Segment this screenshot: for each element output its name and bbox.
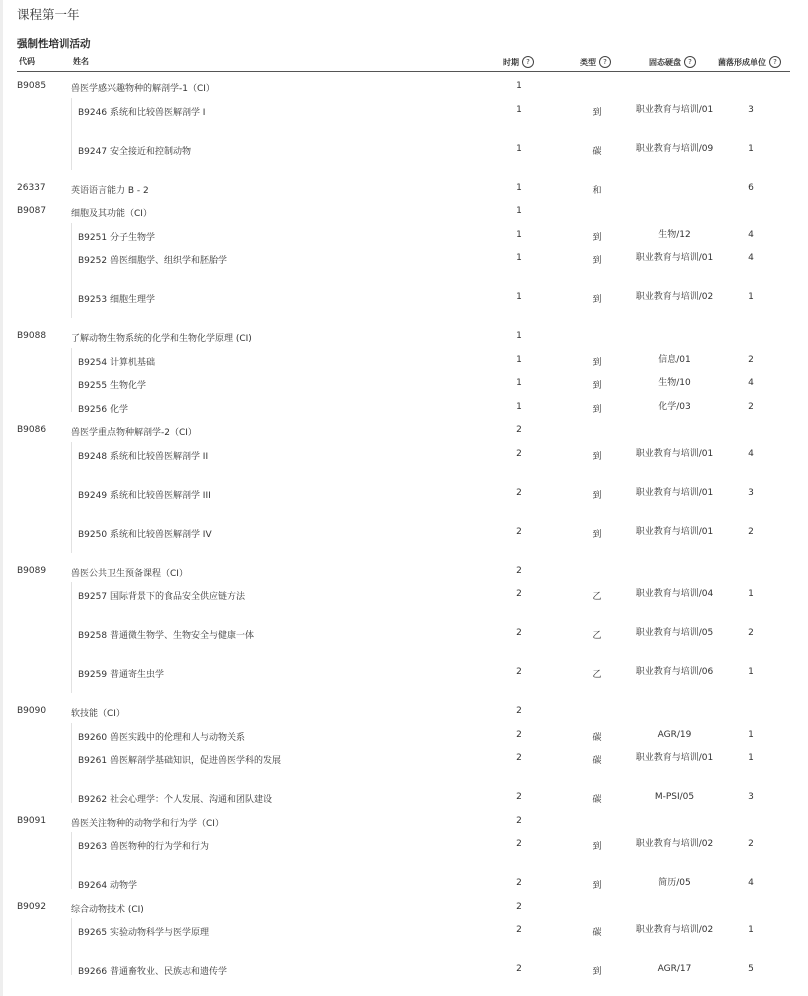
cell-period: 2	[516, 589, 522, 599]
cell-type: 到	[592, 842, 602, 852]
cell-ssd: 生物/10	[658, 378, 691, 388]
cell-name: B9264 动物学	[78, 881, 137, 891]
cell-ssd: 生物/12	[658, 229, 691, 240]
group-indent-line	[71, 98, 72, 170]
cell-ssd: AGR/17	[657, 964, 692, 974]
cell-cfu: 3	[748, 792, 754, 802]
cell-code: B9092	[17, 901, 47, 912]
left-edge-bar	[0, 0, 3, 996]
cell-name: B9263 兽医物种的行为学和行为	[78, 842, 209, 852]
cell-period: 2	[516, 925, 522, 935]
cell-period: 2	[516, 706, 522, 716]
cell-name: 兽医公共卫生预备课程（CI）	[71, 568, 188, 579]
cell-period: 2	[516, 526, 522, 537]
cell-name: B9256 化学	[78, 404, 128, 415]
group-indent-line	[71, 832, 72, 889]
cell-ssd: 职业教育与培训/01	[635, 253, 714, 263]
course-row	[17, 658, 790, 697]
cell-type: 到	[592, 967, 602, 977]
cell-period: 1	[516, 292, 522, 302]
header-period	[503, 56, 534, 68]
cell-type: 碳	[592, 146, 602, 157]
cell-period: 2	[516, 901, 522, 912]
cell-ssd: 职业教育与培训/01	[635, 753, 714, 763]
header-type	[580, 56, 611, 68]
cell-name: B9252 兽医细胞学、组织学和胚胎学	[78, 256, 227, 266]
cell-name: 英语语言能力 B - 2	[71, 185, 149, 196]
cell-type: 到	[592, 451, 602, 462]
cell-ssd: 化学/03	[658, 401, 691, 412]
course-row	[17, 783, 790, 807]
cell-period: 1	[516, 378, 522, 388]
cell-name: B9255 生物化学	[78, 381, 146, 391]
cell-period: 1	[516, 206, 522, 216]
course-row	[17, 393, 790, 417]
cell-period: 2	[516, 792, 522, 802]
course-row	[17, 580, 790, 619]
cell-period: 2	[516, 448, 522, 459]
help-icon-ssd[interactable]: ?	[684, 56, 696, 68]
cell-name: 兽医学感兴趣物种的解剖学-1（CI）	[71, 84, 215, 94]
cell-ssd: 职业教育与培训/01	[635, 526, 714, 537]
course-row	[17, 479, 790, 518]
course-row	[17, 244, 790, 283]
cell-name: B9253 细胞生理学	[78, 295, 155, 305]
cell-type: 到	[592, 357, 602, 368]
course-row	[17, 955, 790, 979]
cell-type: 碳	[592, 795, 602, 805]
group-indent-line	[71, 582, 72, 693]
cell-type: 到	[592, 256, 602, 266]
group-indent-line	[71, 348, 72, 413]
course-group-row	[17, 72, 790, 96]
cell-period: 1	[516, 104, 522, 115]
cell-name: B9259 普通寄生虫学	[78, 670, 164, 680]
group-indent-line	[71, 723, 72, 803]
cell-cfu: 2	[748, 354, 754, 365]
cell-ssd: 职业教育与培训/05	[635, 628, 714, 638]
header-period-label: 时期	[503, 57, 519, 67]
cell-type: 到	[592, 232, 602, 243]
cell-ssd: 职业教育与培训/09	[635, 143, 714, 154]
group-indent-line	[71, 442, 72, 553]
cell-ssd: 职业教育与培训/02	[635, 839, 714, 849]
header-code	[19, 56, 35, 67]
header-ssd-label: 固态硬盘	[649, 57, 681, 67]
cell-cfu: 1	[748, 667, 754, 677]
cell-type: 到	[592, 404, 602, 415]
cell-code: B9090	[17, 706, 47, 716]
cell-period: 2	[516, 753, 522, 763]
cell-type: 到	[592, 881, 602, 891]
cell-period: 1	[516, 253, 522, 263]
cell-ssd: 职业教育与培训/01	[635, 104, 714, 115]
cell-cfu: 2	[748, 401, 754, 412]
cell-period: 1	[516, 182, 522, 193]
header-type-label: 类型	[580, 57, 596, 67]
cell-period: 2	[516, 815, 522, 826]
cell-name: B9260 兽医实践中的伦理和人与动物关系	[78, 732, 245, 743]
cell-cfu: 1	[748, 292, 754, 302]
cell-name: B9251 分子生物学	[78, 232, 155, 243]
cell-name: B9247 安全接近和控制动物	[78, 146, 191, 157]
cell-ssd: 职业教育与培训/04	[635, 589, 714, 599]
course-group-row	[17, 416, 790, 440]
course-row	[17, 346, 790, 370]
course-row	[17, 221, 790, 245]
cell-cfu: 1	[748, 729, 754, 740]
cell-period: 2	[516, 729, 522, 740]
cell-ssd: 职业教育与培训/01	[635, 448, 714, 459]
year-title: 课程第一年	[17, 7, 80, 22]
cell-name: 综合动物技术 (CI)	[71, 904, 144, 915]
cell-period: 1	[516, 81, 522, 91]
course-row	[17, 518, 790, 557]
table-header	[17, 54, 790, 72]
course-row	[17, 96, 790, 135]
course-group-row	[17, 197, 790, 221]
course-row	[17, 744, 790, 783]
cell-period: 1	[516, 143, 522, 154]
cell-cfu: 3	[748, 487, 754, 498]
course-row	[17, 869, 790, 893]
cell-code: B9087	[17, 206, 47, 216]
cell-period: 2	[516, 667, 522, 677]
cell-type: 和	[592, 185, 602, 196]
cell-cfu: 1	[748, 589, 754, 599]
course-group-row	[17, 174, 790, 198]
cell-name: B9250 系统和比较兽医解剖学 IV	[78, 529, 212, 540]
course-group-row	[17, 557, 790, 581]
cell-type: 碳	[592, 732, 602, 743]
header-code-label: 代码	[19, 57, 35, 66]
cell-period: 2	[516, 425, 522, 435]
course-row	[17, 440, 790, 479]
course-group-row	[17, 697, 790, 721]
header-cfu	[718, 56, 781, 68]
cell-type: 到	[592, 490, 602, 501]
course-group-row	[17, 322, 790, 346]
cell-type: 到	[592, 295, 602, 305]
section-title: 强制性培训活动	[17, 38, 91, 50]
cell-ssd: AGR/19	[657, 729, 692, 740]
group-indent-line	[71, 918, 72, 975]
cell-cfu: 2	[748, 628, 754, 638]
cell-cfu: 4	[748, 878, 754, 888]
cell-ssd: 职业教育与培训/01	[635, 487, 714, 498]
course-row	[17, 619, 790, 658]
cell-period: 1	[516, 401, 522, 412]
course-group-row	[17, 807, 790, 831]
header-name-label: 姓名	[73, 57, 89, 66]
cell-type: 到	[592, 107, 602, 118]
cell-cfu: 3	[748, 104, 754, 115]
cell-period: 2	[516, 839, 522, 849]
cell-cfu: 1	[748, 753, 754, 763]
course-row	[17, 916, 790, 955]
cell-name: B9262 社会心理学：个人发展、沟通和团队建设	[78, 795, 272, 805]
help-icon-period[interactable]: ?	[522, 56, 534, 68]
cell-type: 碳	[592, 928, 602, 938]
course-row	[17, 721, 790, 745]
cell-ssd: 信息/01	[658, 354, 691, 365]
header-ssd	[649, 56, 696, 68]
help-icon-cfu[interactable]: ?	[769, 56, 781, 68]
cell-period: 2	[516, 565, 522, 576]
course-row	[17, 369, 790, 393]
cell-code: B9089	[17, 565, 47, 576]
cell-period: 1	[516, 331, 522, 341]
cell-ssd: 职业教育与培训/02	[635, 292, 714, 302]
cell-type: 到	[592, 381, 602, 391]
cell-name: B9248 系统和比较兽医解剖学 II	[78, 451, 209, 462]
cell-name: B9265 实验动物科学与医学原理	[78, 928, 209, 938]
cell-ssd: 简历/05	[658, 878, 691, 888]
cell-name: 软技能（CI）	[71, 709, 125, 719]
cell-period: 1	[516, 354, 522, 365]
cell-cfu: 2	[748, 839, 754, 849]
cell-name: 兽医学重点物种解剖学-2（CI）	[71, 428, 197, 438]
cell-cfu: 2	[748, 526, 754, 537]
cell-type: 碳	[592, 756, 602, 766]
cell-name: B9261 兽医解剖学基础知识，促进兽医学科的发展	[78, 756, 281, 766]
cell-name: B9257 国际背景下的食品安全供应链方法	[78, 592, 245, 602]
course-row	[17, 283, 790, 322]
cell-name: B9246 系统和比较兽医解剖学 I	[78, 107, 206, 118]
cell-cfu: 4	[748, 229, 754, 240]
help-icon-type[interactable]: ?	[599, 56, 611, 68]
course-group-row	[17, 893, 790, 917]
header-cfu-label: 菌落形成单位	[718, 57, 766, 67]
cell-name: 兽医关注物种的动物学和行为学（CI）	[71, 818, 224, 829]
cell-ssd: M-PSI/05	[654, 792, 695, 802]
cell-code: B9088	[17, 331, 47, 341]
cell-type: 乙	[592, 631, 602, 641]
cell-code: B9085	[17, 81, 47, 91]
cell-type: 乙	[592, 592, 602, 602]
cell-ssd: 职业教育与培训/02	[635, 925, 714, 935]
cell-cfu: 4	[748, 448, 754, 459]
cell-name: B9254 计算机基础	[78, 357, 155, 368]
cell-type: 到	[592, 529, 602, 540]
cell-ssd: 职业教育与培训/06	[635, 667, 714, 677]
cell-code: B9086	[17, 425, 47, 435]
cell-name: 细胞及其功能（CI）	[71, 209, 152, 219]
cell-cfu: 5	[748, 964, 754, 974]
cell-cfu: 4	[748, 253, 754, 263]
course-row	[17, 135, 790, 174]
cell-period: 2	[516, 628, 522, 638]
cell-name: B9258 普通微生物学、生物安全与健康一体	[78, 631, 254, 641]
cell-period: 2	[516, 487, 522, 498]
course-row	[17, 830, 790, 869]
cell-cfu: 1	[748, 925, 754, 935]
group-indent-line	[71, 223, 72, 319]
cell-name: 了解动物生物系统的化学和生物化学原理 (CI)	[71, 334, 252, 344]
cell-type: 乙	[592, 670, 602, 680]
cell-period: 2	[516, 878, 522, 888]
cell-period: 1	[516, 229, 522, 240]
course-table-body	[17, 72, 790, 979]
cell-code: B9091	[17, 815, 47, 826]
cell-cfu: 4	[748, 378, 754, 388]
header-name	[73, 56, 89, 67]
cell-name: B9249 系统和比较兽医解剖学 III	[78, 490, 211, 501]
cell-cfu: 6	[748, 182, 754, 193]
cell-code: 26337	[17, 182, 46, 193]
cell-period: 2	[516, 964, 522, 974]
cell-cfu: 1	[748, 143, 754, 154]
cell-name: B9266 普通畜牧业、民族志和遗传学	[78, 967, 227, 977]
